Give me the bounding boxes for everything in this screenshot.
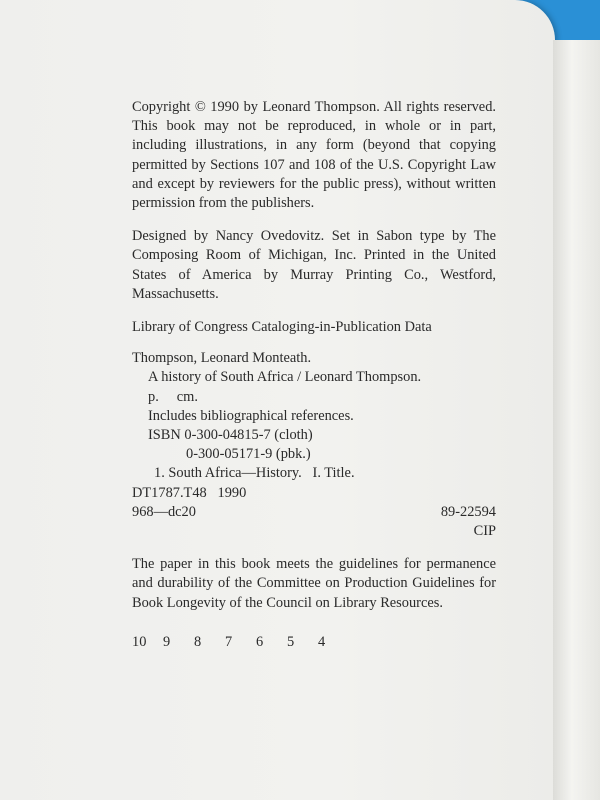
cip-lc-class: DT1787.T48 1990 bbox=[132, 484, 247, 501]
printing-number: 4 bbox=[318, 633, 326, 650]
cip-author: Thompson, Leonard Monteath. bbox=[132, 350, 312, 367]
cip-block bbox=[132, 318, 496, 541]
cip-physical: p. cm. bbox=[148, 388, 198, 405]
printing-number: 8 bbox=[194, 633, 202, 650]
printing-number: 6 bbox=[256, 633, 264, 650]
cip-isbn-pbk: 0-300-05171-9 (pbk.) bbox=[186, 446, 311, 463]
printing-number: 10 bbox=[132, 633, 147, 650]
printing-line bbox=[132, 633, 496, 652]
copyright-page-text bbox=[132, 98, 496, 652]
cip-subjects: 1. South Africa—History. I. Title. bbox=[154, 465, 355, 482]
cip-dewey: 968—dc20 bbox=[132, 503, 196, 520]
printing-number: 7 bbox=[225, 633, 233, 650]
cip-dewey-row bbox=[132, 503, 496, 522]
page-edge bbox=[553, 40, 600, 800]
cip-label: CIP bbox=[473, 523, 496, 540]
cip-title: A history of South Africa / Leonard Thompson. bbox=[148, 369, 422, 386]
paper-paragraph: The paper in this book meets the guidelines for permanence and durability of the Committee on Production Guidelines for Book Longevity of the Council on Library Resources. bbox=[132, 556, 496, 611]
cip-notes: Includes bibliographical references. bbox=[148, 407, 354, 424]
design-paragraph: Designed by Nancy Ovedovitz. Set in Sabon type by The Composing Room of Michigan, Inc. Printed in the United States of America by Murray Printing Co., Westford, Massachusetts. bbox=[132, 228, 496, 302]
printing-number: 9 bbox=[163, 633, 171, 650]
copyright-paragraph: Copyright © 1990 by Leonard Thompson. All rights reserved. This book may not be reproduced, in whole or in part, including illustrations, in any form (beyond that copying permitted by Sections 107 and 108 of the U.S. Copyright Law and except by reviewers for the public press), without written permission from the publishers. bbox=[132, 99, 496, 212]
printing-number: 5 bbox=[287, 633, 295, 650]
cip-lccn: 89-22594 bbox=[440, 503, 496, 520]
cip-isbn-cloth: ISBN 0-300-04815-7 (cloth) bbox=[148, 427, 313, 444]
cip-heading: Library of Congress Cataloging-in-Publication Data bbox=[132, 319, 432, 336]
